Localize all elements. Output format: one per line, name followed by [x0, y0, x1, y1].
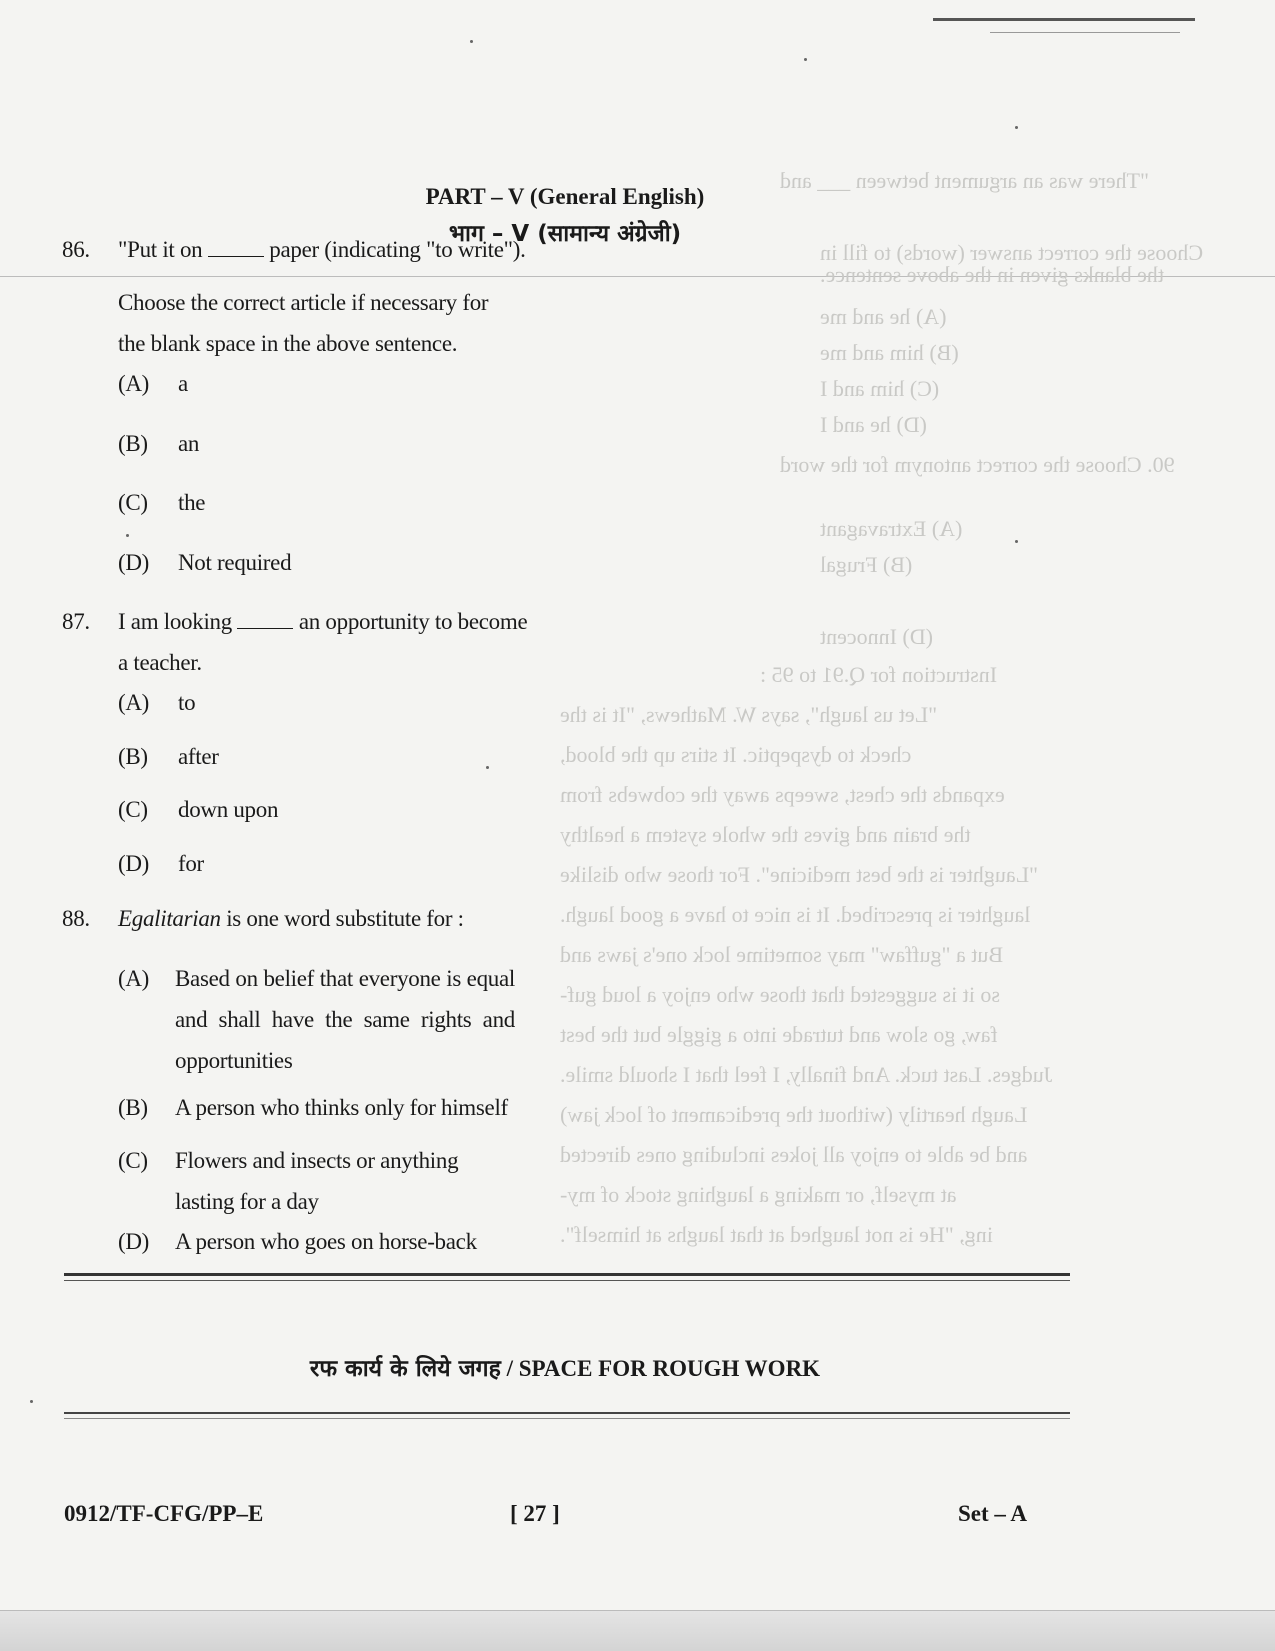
show-through-text: "Let us laugh", says W. Mathews, "It is the — [560, 702, 938, 727]
show-through-text: Instruction for Q.91 to 95 : — [760, 662, 998, 687]
show-through-text: ing, "He is not laughed at that laughs at himself". — [560, 1222, 993, 1247]
footer-rule — [64, 1412, 1070, 1414]
option-label: (B) — [118, 744, 148, 769]
question-text-part: is one word substitute for : — [220, 906, 464, 931]
show-through-text: the blanks given in the above sentence. — [820, 262, 1164, 287]
option-label: (A) — [118, 690, 150, 715]
answer-blank — [237, 610, 293, 629]
show-through-text: "There was an argument between ___ and — [780, 168, 1149, 193]
question-text — [118, 906, 464, 932]
show-through-text: faw, go slow and tutrade into a giggle but the best — [560, 1022, 998, 1047]
question-text-part: "Put it on — [118, 237, 203, 262]
page-number: [ 27 ] — [510, 1501, 560, 1526]
scan-speck — [1015, 126, 1018, 129]
question-text-line2: a teacher. — [118, 650, 202, 675]
separator-rule — [64, 1280, 1070, 1281]
question-instruction: Choose the correct article if necessary for the blank space in the above sentence. — [118, 290, 489, 356]
option-label: (A) — [118, 966, 150, 991]
option-87-a — [118, 690, 195, 716]
show-through-text: check to dyspeptic. It stirs up the blood, — [560, 742, 912, 767]
option-text: the — [178, 490, 206, 515]
show-through-text: 90. Choose the correct antonym for the word — [780, 452, 1175, 477]
show-through-text: expands the chest, sweeps away the cobwebs from — [560, 782, 1005, 807]
option-86-d — [118, 550, 291, 576]
option-label: (D) — [118, 550, 150, 575]
separator-rule — [64, 1273, 1070, 1276]
option-86-b — [118, 431, 199, 457]
option-text: after — [178, 744, 219, 769]
option-86-a — [118, 371, 188, 397]
show-through-text: the brain and gives the whole system a healthy — [560, 822, 971, 847]
option-88-b — [118, 1095, 508, 1121]
option-text: an — [178, 431, 200, 456]
question-text — [118, 609, 527, 635]
question-text — [118, 237, 526, 263]
show-through-text: Judges. Last tuck. And finally, I feel that I should smile. — [560, 1062, 1053, 1087]
show-through-text: But a "guffaw" may sometime lock one's jaws and — [560, 942, 1004, 967]
option-text: down upon — [178, 797, 279, 822]
option-label: (D) — [118, 851, 150, 876]
rough-work-heading — [0, 1351, 1130, 1383]
set-label: Set – A — [958, 1501, 1027, 1526]
show-through-text: (A) Extravagant — [820, 516, 963, 541]
footer-rule — [64, 1418, 1070, 1419]
option-87-d — [118, 851, 204, 877]
section-title: PART – V (General English) — [425, 184, 705, 209]
option-text: A person who thinks only for himself — [175, 1095, 508, 1120]
option-text: a — [178, 371, 188, 396]
scan-edge-line — [990, 32, 1180, 33]
scan-speck — [470, 40, 473, 43]
scan-edge-line — [933, 18, 1195, 21]
rough-work-hindi: रफ कार्य के लिये जगह — [309, 1356, 501, 1382]
scan-bottom-edge — [0, 1610, 1275, 1651]
option-87-c — [118, 797, 278, 823]
option-text: to — [178, 690, 196, 715]
option-text: Not required — [178, 550, 292, 575]
question-number: 87. — [62, 609, 90, 634]
answer-blank — [208, 238, 264, 257]
paper-code: 0912/TF-CFG/PP–E — [64, 1501, 264, 1526]
rough-work-english: / SPACE FOR ROUGH WORK — [500, 1356, 821, 1381]
question-number: 86. — [62, 237, 90, 262]
question-number: 88. — [62, 906, 90, 931]
option-label: (D) — [118, 1229, 150, 1254]
option-87-b — [118, 744, 219, 770]
option-text: Based on belief that everyone is equal and shall have the same rights and opportunities — [175, 966, 515, 1073]
show-through-text: (B) him and me — [820, 340, 959, 365]
option-label: (B) — [118, 431, 148, 456]
option-text: Flowers and insects or anything lasting for a day — [175, 1148, 459, 1214]
option-88-d — [118, 1229, 477, 1255]
option-86-c — [118, 490, 205, 516]
option-88-c — [118, 1148, 518, 1222]
show-through-text: laughter is prescribed. It is nice to have a good laugh. — [560, 902, 1031, 927]
option-label: (C) — [118, 797, 148, 822]
scan-speck — [486, 766, 489, 769]
option-text: for — [178, 851, 204, 876]
show-through-text: Laugh heartily (without the predicament of lock jaw) — [560, 1102, 1028, 1127]
show-through-text: (D) he and I — [820, 412, 927, 437]
show-through-text: "Laughter is the best medicine". For those who dislike — [560, 862, 1039, 887]
show-through-text: (C) him and I — [820, 376, 940, 401]
option-text: A person who goes on horse-back — [175, 1229, 477, 1254]
scan-speck — [804, 58, 807, 61]
option-label: (C) — [118, 1148, 148, 1173]
option-88-a — [118, 966, 518, 1081]
show-through-text: Choose the correct answer (words) to fill in — [820, 240, 1204, 265]
question-text-part: an opportunity to become — [298, 609, 528, 634]
option-label: (A) — [118, 371, 150, 396]
show-through-text: at myself, or making a laughing stock of my- — [560, 1182, 957, 1207]
show-through-text: so it is suggested that those who enjoy a loud guf- — [560, 982, 1000, 1007]
term-italic: Egalitarian — [118, 906, 221, 931]
scan-speck — [126, 534, 129, 537]
show-through-text: and be able to enjoy all jokes including ones directed — [560, 1142, 1028, 1167]
option-label: (B) — [118, 1095, 148, 1120]
option-label: (C) — [118, 490, 148, 515]
show-through-text: (B) Frugal — [820, 552, 913, 577]
question-text-part: paper (indicating "to write"). — [269, 237, 526, 262]
section-title-hindi: भाग – V (सामान्य अंग्रेजी) — [448, 221, 682, 247]
show-through-text: (A) he and me — [820, 304, 947, 329]
scan-speck — [30, 1400, 33, 1403]
question-text-part: I am looking — [118, 609, 232, 634]
scan-speck — [1015, 540, 1018, 543]
show-through-text: (D) Innocent — [820, 624, 934, 649]
